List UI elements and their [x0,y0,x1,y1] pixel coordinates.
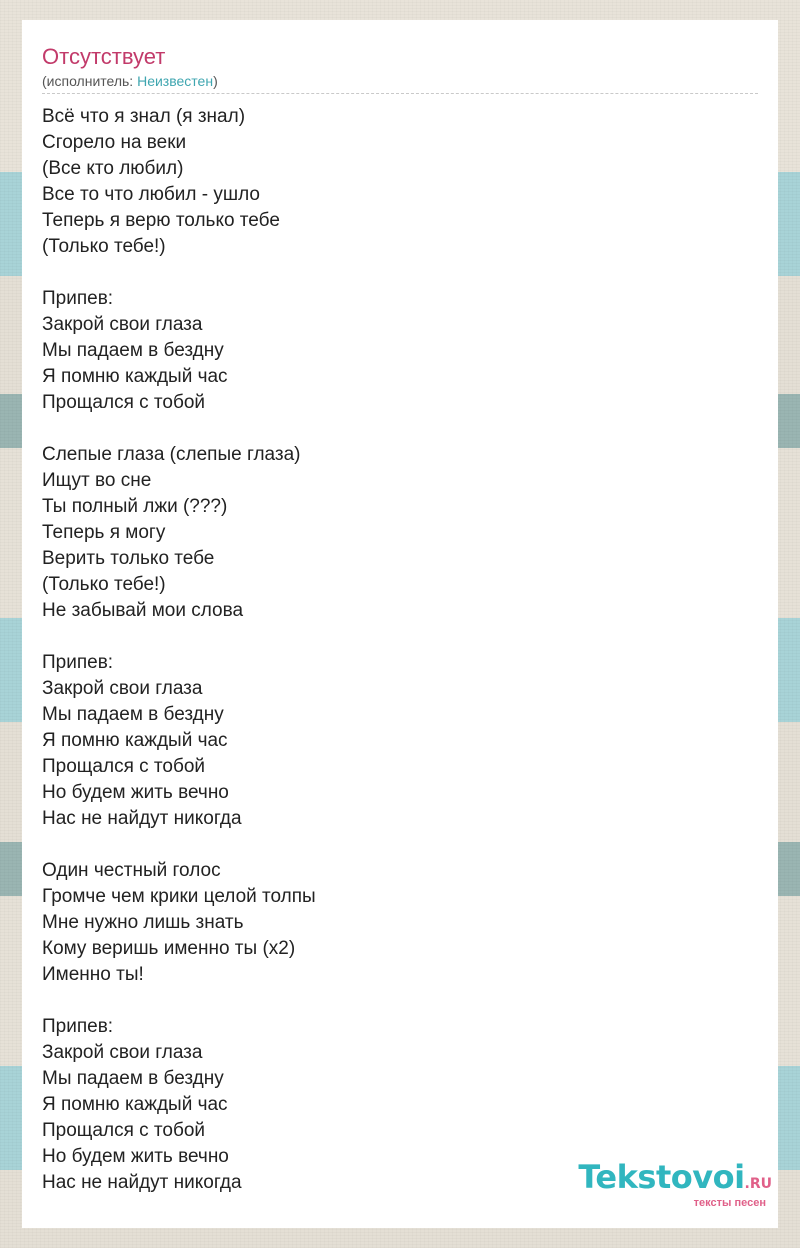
lyric-line: Кому веришь именно ты (х2) [42,938,296,959]
site-logo[interactable] [578,1160,772,1209]
lyric-line: Мы падаем в бездну [42,1068,224,1089]
lyric-line: (Все кто любил) [42,158,184,179]
lyrics-card [22,20,778,1228]
lyric-line: Прощался с тобой [42,1120,206,1141]
lyric-line: Припев: [42,1016,114,1037]
lyric-line [42,416,742,442]
lyric-line: Верить только тебе [42,548,215,569]
lyric-line: Ищут во сне [42,470,152,491]
lyric-line: Теперь я верю только тебе [42,210,280,231]
lyric-line: (Только тебе!) [42,574,166,595]
lyric-line: Я помню каждый час [42,366,228,387]
lyric-line [42,988,742,1014]
lyric-line: Нас не найдут никогда [42,808,242,829]
logo-tagline: тексты песен [693,1197,766,1209]
lyric-line: Прощался с тобой [42,756,206,777]
lyric-line [42,832,742,858]
lyric-line: (Только тебе!) [42,236,166,257]
lyric-line: Закрой свои глаза [42,314,203,335]
lyric-line: Все то что любил - ушло [42,184,260,205]
lyric-line: Один честный голос [42,860,221,881]
lyric-line: Припев: [42,652,114,673]
lyric-line: Нас не найдут никогда [42,1172,242,1193]
lyric-line: Ты полный лжи (???) [42,496,228,517]
lyric-line: Мне нужно лишь знать [42,912,244,933]
lyric-line: Мы падаем в бездну [42,340,224,361]
logo-name: Tekstovoi [578,1158,745,1196]
lyric-line: Но будем жить вечно [42,782,229,803]
lyric-line: Именно ты! [42,964,144,985]
lyric-line: Я помню каждый час [42,1094,228,1115]
lyric-line: Но будем жить вечно [42,1146,229,1167]
lyric-line [42,624,742,650]
lyric-line: Всё что я знал (я знал) [42,106,246,127]
lyric-line: Мы падаем в бездну [42,704,224,725]
lyric-line: Я помню каждый час [42,730,228,751]
lyric-line: Сгорело на веки [42,132,187,153]
lyric-line: Слепые глаза (слепые глаза) [42,444,301,465]
lyric-line: Громче чем крики целой толпы [42,886,316,907]
artist-info [42,73,218,89]
lyric-line: Прощался с тобой [42,392,206,413]
lyrics-text [42,104,745,1196]
logo-tld: .RU [744,1176,772,1192]
artist-prefix: (исполнитель: [42,73,138,89]
divider [42,93,758,94]
lyric-line: Закрой свои глаза [42,1042,203,1063]
artist-suffix: ) [213,73,218,89]
lyric-line: Не забывай мои слова [42,600,244,621]
lyric-line: Припев: [42,288,114,309]
song-title: Отсутствует [42,44,166,69]
artist-link[interactable]: Неизвестен [137,73,214,89]
lyric-line [42,260,742,286]
lyric-line: Закрой свои глаза [42,678,203,699]
lyric-line: Теперь я могу [42,522,166,543]
